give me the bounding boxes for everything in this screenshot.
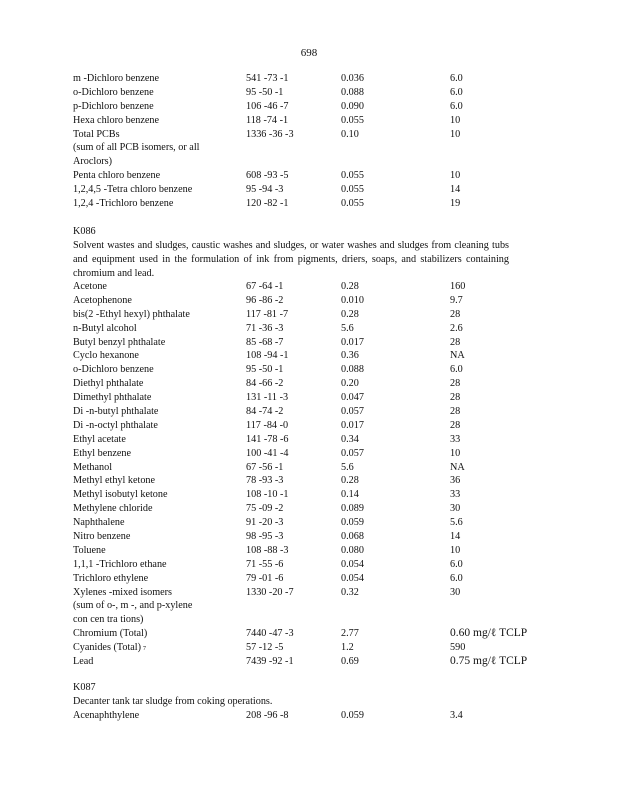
constituent-name: Methanol (73, 461, 113, 473)
table-row (73, 322, 543, 336)
constituent-name: o-Dichloro benzene (73, 86, 154, 98)
cas-number: 75 -09 -2 (246, 503, 284, 515)
value-1: 0.059 (341, 517, 364, 529)
constituent-name: Cyclo hexanone (73, 350, 139, 362)
value-1: 0.14 (341, 489, 359, 501)
constituent-name: Di -n-butyl phthalate (73, 406, 159, 418)
constituent-name: Butyl benzyl phthalate (73, 336, 166, 348)
cas-number: 1330 -20 -7 (246, 586, 294, 598)
value-2: 28 (450, 336, 461, 348)
cas-number: 106 -46 -7 (246, 100, 289, 112)
value-2: 14 (450, 184, 461, 196)
table-row (73, 419, 543, 433)
value-2: 6.0 (450, 364, 463, 376)
value-1: 0.055 (341, 114, 364, 126)
constituent-name: Toluene (73, 544, 106, 556)
value-2: 160 (450, 281, 466, 292)
cas-number: 98 -95 -3 (246, 531, 284, 543)
constituent-name: p-Dichloro benzene (73, 100, 154, 112)
cas-number: 95 -50 -1 (246, 364, 284, 376)
value-2: 28 (450, 406, 461, 418)
constituent-name: Diethyl phthalate (73, 378, 144, 390)
table-row (73, 72, 543, 86)
value-2: 10 (450, 114, 461, 126)
value-1: 2.77 (341, 628, 359, 640)
cas-number: 208 -96 -8 (246, 709, 289, 721)
value-1: 0.017 (341, 419, 364, 431)
table-row (73, 627, 543, 641)
constituent-name: Total PCBs (73, 128, 120, 140)
constituent-name: o-Dichloro benzene (73, 364, 154, 376)
constituent-name: Penta chloro benzene (73, 170, 161, 182)
k087-description: Decanter tank tar sludge from coking operations. (73, 695, 273, 707)
table-row (73, 447, 543, 461)
k086-description: Solvent wastes and sludges, caustic washes and sludges, or water washes and sludges from cleaning tubs and equipment used in the formulation of ink from pigments, driers, soaps, and stabilizers containing chromium and lead. (73, 239, 509, 279)
value-2: 9.7 (450, 294, 463, 306)
table-row (73, 391, 543, 405)
constituent-name: Xylenes -mixed isomers (73, 586, 173, 598)
footnote-mark: 7 (143, 646, 147, 653)
value-2: 10 (450, 447, 461, 459)
value-2: 28 (450, 308, 461, 320)
value-1: 0.69 (341, 656, 359, 668)
value-1: 0.036 (341, 73, 364, 84)
constituent-name: Chromium (Total) (73, 628, 148, 640)
constituent-name: Methyl isobutyl ketone (73, 489, 168, 501)
value-1: 0.36 (341, 350, 359, 362)
note-line: Aroclors) (73, 156, 113, 168)
constituent-name: Acenaphthylene (73, 709, 140, 721)
table-row (73, 530, 543, 544)
table-row (73, 183, 543, 197)
page-number: 698 (300, 47, 318, 59)
value-1: 0.28 (341, 475, 359, 487)
table-row (73, 502, 543, 516)
group1-table (73, 72, 543, 211)
constituent-name: Acetophenone (73, 294, 132, 306)
table-row (73, 544, 543, 558)
value-1: 0.089 (341, 503, 364, 515)
value-1: 0.10 (341, 128, 359, 140)
constituent-name: Nitro benzene (73, 531, 131, 543)
cas-number: 67 -56 -1 (246, 461, 284, 473)
value-1: 0.054 (341, 558, 364, 570)
note-line: con cen tra tions) (73, 614, 144, 626)
value-2: 6.0 (450, 73, 463, 84)
value-1: 0.054 (341, 572, 364, 584)
cas-number: 117 -81 -7 (246, 308, 289, 320)
value-1: 0.055 (341, 198, 364, 210)
constituent-name: 1,1,1 -Trichloro ethane (73, 558, 167, 570)
value-1: 5.6 (341, 322, 354, 334)
value-2: 33 (450, 433, 461, 445)
value-2: 28 (450, 392, 461, 404)
cas-number: 91 -20 -3 (246, 517, 284, 529)
cas-number: 96 -86 -2 (246, 294, 284, 306)
value-2: 30 (450, 503, 461, 515)
note-line: (sum of all PCB isomers, or all (73, 142, 200, 154)
value-2: 28 (450, 378, 461, 390)
value-2: 33 (450, 489, 461, 501)
value-1: 0.055 (341, 170, 364, 182)
constituent-name: 1,2,4 -Trichloro benzene (73, 198, 174, 210)
table-row (73, 377, 543, 391)
table-row (73, 280, 543, 294)
k086-table (73, 280, 543, 669)
cas-number: 141 -78 -6 (246, 433, 289, 445)
cas-number: 1336 -36 -3 (246, 128, 294, 140)
value-2: 10 (450, 544, 461, 556)
value-2: NA (450, 350, 465, 362)
value-1: 0.32 (341, 586, 359, 598)
cas-number: 57 -12 -5 (246, 642, 284, 654)
k087-section (73, 681, 543, 723)
value-2: 10 (450, 170, 461, 182)
note-line: (sum of o-, m -, and p-xylene (73, 600, 193, 612)
constituent-name: Hexa chloro benzene (73, 114, 159, 126)
cas-number: 108 -88 -3 (246, 544, 289, 556)
value-2: 10 (450, 128, 461, 140)
cas-number: 95 -50 -1 (246, 86, 284, 98)
table-row (73, 349, 543, 363)
table-row (73, 709, 543, 723)
value-2: 19 (450, 198, 461, 210)
value-2: 0.60 mg/ℓ TCLP (450, 627, 528, 640)
cas-number: 108 -10 -1 (246, 489, 289, 501)
table-row (73, 641, 543, 655)
table-row (73, 114, 543, 128)
constituent-name: Dimethyl phthalate (73, 392, 152, 404)
constituent-name: Trichloro ethylene (73, 572, 149, 584)
table-row (73, 86, 543, 100)
value-1: 0.28 (341, 308, 359, 320)
cas-number: 79 -01 -6 (246, 572, 284, 584)
table-row (73, 336, 543, 350)
table-row (73, 572, 543, 586)
cas-number: 117 -84 -0 (246, 419, 289, 431)
table-row (73, 516, 543, 530)
cas-number: 7439 -92 -1 (246, 656, 294, 668)
cas-number: 71 -36 -3 (246, 322, 284, 334)
cas-number: 608 -93 -5 (246, 170, 289, 182)
constituent-name: Acetone (73, 281, 107, 292)
cas-number: 7440 -47 -3 (246, 628, 294, 640)
value-1: 0.017 (341, 336, 364, 348)
value-1: 0.010 (341, 294, 364, 306)
k086-section (73, 225, 509, 281)
table-row (73, 308, 543, 322)
constituent-name: Ethyl benzene (73, 447, 131, 459)
value-1: 0.34 (341, 433, 359, 445)
value-1: 0.20 (341, 378, 359, 390)
table-row (73, 294, 543, 308)
cas-number: 84 -74 -2 (246, 406, 284, 418)
constituent-name: bis(2 -Ethyl hexyl) phthalate (73, 308, 190, 320)
constituent-name: Naphthalene (73, 517, 125, 529)
table-row (73, 461, 543, 475)
table-row (73, 128, 543, 142)
constituent-name: n-Butyl alcohol (73, 322, 137, 334)
value-1: 0.068 (341, 531, 364, 543)
value-2: NA (450, 461, 465, 473)
cas-number: 84 -66 -2 (246, 378, 284, 390)
table-row (73, 586, 543, 600)
value-2: 14 (450, 531, 461, 543)
value-2: 6.0 (450, 100, 463, 112)
value-1: 0.059 (341, 709, 364, 721)
constituent-name: Di -n-octyl phthalate (73, 419, 158, 431)
table-row (73, 363, 543, 377)
table-row (73, 405, 543, 419)
cas-number: 120 -82 -1 (246, 198, 289, 210)
cas-number: 67 -64 -1 (246, 281, 284, 292)
cas-number: 541 -73 -1 (246, 73, 289, 84)
value-1: 0.057 (341, 406, 364, 418)
constituent-name-text: Cyanides (Total) (73, 642, 142, 654)
value-2: 6.0 (450, 86, 463, 98)
cas-number: 108 -94 -1 (246, 350, 289, 362)
table-row (73, 655, 543, 669)
value-2: 30 (450, 586, 461, 598)
value-2: 0.75 mg/ℓ TCLP (450, 655, 528, 668)
value-1: 0.047 (341, 392, 364, 404)
cas-number: 95 -94 -3 (246, 184, 284, 196)
constituent-name: 1,2,4,5 -Tetra chloro benzene (73, 184, 193, 196)
table-row (73, 169, 543, 183)
value-2: 6.0 (450, 572, 463, 584)
value-1: 0.088 (341, 364, 364, 376)
table-row (73, 433, 543, 447)
table-row (73, 474, 543, 488)
value-2: 5.6 (450, 517, 463, 529)
cas-number: 118 -74 -1 (246, 114, 289, 126)
value-2: 36 (450, 475, 461, 487)
value-2: 6.0 (450, 558, 463, 570)
constituent-name: Ethyl acetate (73, 433, 126, 445)
value-1: 5.6 (341, 461, 354, 473)
cas-number: 131 -11 -3 (246, 392, 289, 404)
waste-code-k086: K086 (73, 226, 96, 237)
value-1: 0.088 (341, 86, 364, 98)
value-1: 0.090 (341, 100, 364, 112)
value-1: 0.055 (341, 184, 364, 196)
cas-number: 78 -93 -3 (246, 475, 284, 487)
table-row (73, 488, 543, 502)
waste-code-k087: K087 (73, 682, 96, 693)
value-1: 0.057 (341, 447, 364, 459)
cas-number: 100 -41 -4 (246, 447, 289, 459)
value-2: 2.6 (450, 322, 463, 334)
constituent-name: m -Dichloro benzene (73, 73, 159, 84)
table-row (73, 100, 543, 114)
value-2: 3.4 (450, 709, 463, 721)
table-row (73, 558, 543, 572)
value-2: 28 (450, 419, 461, 431)
value-1: 1.2 (341, 642, 354, 654)
table-row (73, 197, 543, 211)
constituent-name: Methylene chloride (73, 503, 153, 515)
value-2: 590 (450, 642, 466, 654)
value-1: 0.080 (341, 544, 364, 556)
value-1: 0.28 (341, 281, 359, 292)
constituent-name: Methyl ethyl ketone (73, 475, 156, 487)
constituent-name: Lead (73, 656, 94, 668)
cas-number: 71 -55 -6 (246, 558, 284, 570)
cas-number: 85 -68 -7 (246, 336, 284, 348)
